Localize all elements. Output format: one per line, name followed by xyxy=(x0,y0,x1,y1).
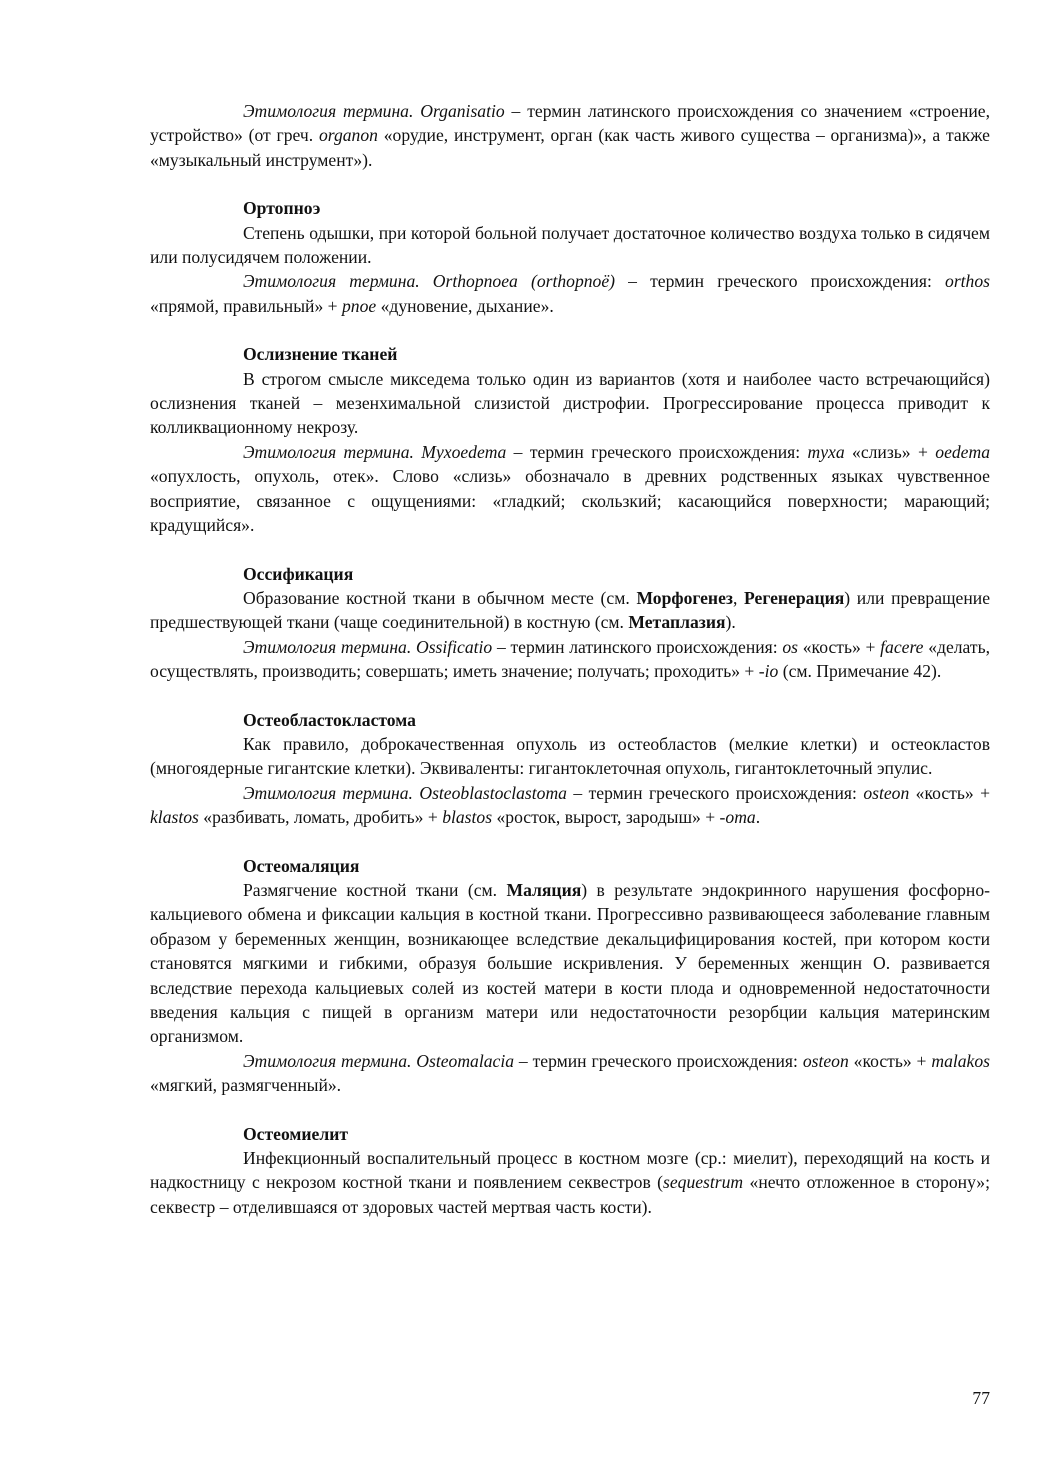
latin-term: Osteoblastoclastoma xyxy=(419,782,567,803)
etymology-label: Этимология термина. xyxy=(243,782,413,803)
etymology-ortopnoe: Этимология термина. Orthopnoea (orthopnoë) – термин греческого происхождения: orthos «прямой, правильный» + pnoe «дуновение, дыхание». xyxy=(150,271,990,316)
etymology-osteoblastoklastoma: Этимология термина. Osteoblastoclastoma – термин греческого происхождения: osteon «кость» + klastos «разбивать, ломать, дробить» + blastos «росток, вырост, зародыш» + -oma. xyxy=(150,782,991,828)
entry-title-oslizhnenie: Ослизнение тканей xyxy=(243,344,398,365)
entry-title-osteomalyatsiya: Остеомаляция xyxy=(243,855,360,876)
latin-term: Ossificatio xyxy=(415,636,493,657)
page-number: 77 xyxy=(972,1388,990,1408)
latin-term: Osteomalacia xyxy=(416,1050,515,1071)
cross-reference: Регенерация xyxy=(744,587,845,608)
cross-reference: Морфогенез xyxy=(636,587,733,608)
definition-osteomalyatsiya: Размягчение костной ткани (см. Маляция) в результате эндокринного нарушения фосфорно-кальциевого обмена и фиксации кальция в костной ткани. Прогрессивно развивающееся заболевание главным образом у беременных женщин, возникающее вследствие декальцифицирования костей, при котором кости становятся мягкими и гибкими, образуя большие искривления. У беременных женщин О. развивается вследствие перехода кальциевых солей из костей матери в кости плода и одновременной недостаточности введения кальция с пищей в организм матери или недостаточности резорбции кальция материнским организмом. xyxy=(150,879,990,1047)
etymology-label: Этимология термина. xyxy=(243,101,414,121)
etymology-osteomalyatsiya: Этимология термина. Osteomalacia – термин греческого происхождения: osteon «кость» + malakos «мягкий, размягченный». xyxy=(150,1050,990,1096)
etymology-organisatio: Этимология термина. Organisatio – термин латинского происхождения со значением «строение, устройство» (от греч. organon «орудие, инструмент, орган (как часть живого существа – организма)», а также «музыкальный инструмент»). xyxy=(150,101,990,170)
etymology-ossifikatsiya: Этимология термина. Ossificatio – термин латинского происхождения: os «кость» + facere «делать, осуществлять, производить; совершать; иметь значение; получать; проходить» + -io (см. Примечание 42). xyxy=(150,636,990,682)
etymology-label: Этимология термина. xyxy=(243,636,412,657)
definition-ortopnoe: Степень одышки, при которой больной получает достаточное количество воздуха только в сидячем или полусидячем положении. xyxy=(150,222,990,268)
cross-reference: Маляция xyxy=(506,879,582,900)
etymology-label: Этимология термина. xyxy=(243,1050,412,1071)
latin-term: Orthopnoea (orthopnoë) xyxy=(432,271,616,292)
definition-ossifikatsiya: Образование костной ткани в обычном месте (см. Морфогенез, Регенерация) или превращение предшествующей ткани (чаще соединительной) в костную (см. Метаплазия). xyxy=(150,587,991,633)
definition-osteomielit: Инфекционный воспалительный процесс в костном мозге (ср.: миелит), переходящий на кость и надкостницу с некрозом костной ткани и появлением секвестров (sequestrum «нечто отложенное в сторону»; секвестр – отделившаяся от здоровых частей мертвая часть кости). xyxy=(150,1148,990,1217)
cross-reference: Метаплазия xyxy=(628,612,726,633)
latin-term: Organisatio xyxy=(420,101,505,121)
entry-title-osteoblastoklastoma: Остеобластокластома xyxy=(243,709,416,730)
etymology-label: Этимология термина. xyxy=(243,441,414,462)
etymology-oslizhnenie: Этимология термина. Myxoedema – термин греческого происхождения: myxa «слизь» + oedema «опухлость, опухоль, отек». Слово «слизь» обозначало в древних родственных языках чувственное восприятие, связанное с ощущениями: «гладкий; скользкий; касающийся поверхности; марающий; крадущийся». xyxy=(150,441,990,536)
entry-title-ortopnoe: Ортопноэ xyxy=(243,198,321,219)
definition-osteoblastoklastoma: Как правило, доброкачественная опухоль из остеобластов (мелкие клетки) и остеокластов (многоядерные гигантские клетки). Эквиваленты: гигантоклеточная опухоль, гигантоклеточный эпулис. xyxy=(150,733,990,779)
entry-title-osteomielit: Остеомиелит xyxy=(243,1123,348,1144)
entry-title-ossifikatsiya: Оссификация xyxy=(243,563,354,584)
definition-oslizhnenie: В строгом смысле микседема только один из вариантов (хотя и наиболее часто встречающийся) ослизнения тканей – мезенхимальной слизистой дистрофии. Прогрессирование процесса приводит к колликвационному некрозу. xyxy=(150,368,990,438)
latin-term: Myxoedema xyxy=(421,441,507,462)
etymology-label: Этимология термина. xyxy=(243,271,420,292)
